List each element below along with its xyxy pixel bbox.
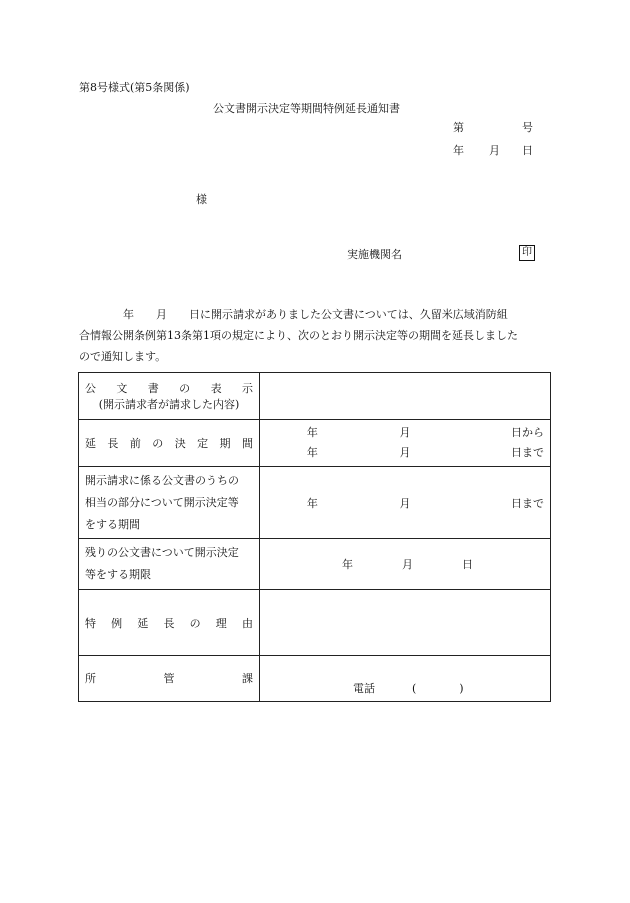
body-line: ので通知します。 xyxy=(79,350,167,363)
document-display-label xyxy=(79,373,260,420)
label-char: 特 xyxy=(85,616,96,630)
partial-period-value[interactable]: 年 月 日まで xyxy=(260,467,551,539)
label-char: 決 xyxy=(174,437,186,450)
label-char: 前 xyxy=(129,437,141,450)
document-title: 公文書開示決定等期間特例延長通知書 xyxy=(213,102,400,115)
seal-mark: 印 xyxy=(519,245,535,261)
original-period-label xyxy=(79,420,260,467)
table-row xyxy=(79,656,551,702)
phone-line xyxy=(266,680,544,696)
original-period-value[interactable] xyxy=(260,420,551,467)
addressee-suffix: 様 xyxy=(196,193,207,206)
label-char: 書 xyxy=(147,382,159,395)
form-number: 第8号様式(第5条関係) xyxy=(79,81,190,94)
label-char: 由 xyxy=(241,616,253,630)
table-row xyxy=(79,420,551,467)
extension-reason-value[interactable] xyxy=(260,590,551,656)
department-label xyxy=(79,656,260,702)
label-char: の xyxy=(152,437,164,450)
partial-period-label: 開示請求に係る公文書のうちの 相当の部分について開示決定等 をする期間 xyxy=(79,467,260,539)
document-display-sublabel: (開示請求者が請求した内容) xyxy=(98,398,240,411)
table-row xyxy=(79,590,551,656)
extension-reason-label xyxy=(79,590,260,656)
phone-paren-open: ( xyxy=(412,682,417,695)
phone-paren-close: ) xyxy=(459,682,464,695)
issuer-label: 実施機関名 xyxy=(347,248,402,261)
label-char: 延 xyxy=(137,616,149,630)
phone-label: 電話 xyxy=(353,682,375,695)
label-char: 間 xyxy=(241,437,253,450)
body-paragraph xyxy=(79,304,549,367)
number-prefix: 第 xyxy=(453,121,464,134)
label-char: 長 xyxy=(107,437,119,450)
date-day-label: 日 xyxy=(522,144,533,157)
remaining-deadline-value[interactable]: 年 月 日 xyxy=(260,539,551,590)
label-char: 期 xyxy=(219,437,231,450)
label-char: 例 xyxy=(111,616,123,630)
label-char: の xyxy=(179,382,191,395)
body-line: 合情報公開条例第13条第1項の規定により、次のとおり開示決定等の期間を延長しました xyxy=(79,329,518,342)
period-from-line: 年 月 日から xyxy=(306,426,544,439)
document-display-value[interactable] xyxy=(260,373,551,420)
extension-form-table xyxy=(78,372,551,702)
document-display-heading xyxy=(85,380,253,396)
label-char: 延 xyxy=(85,437,96,450)
body-line: 年 月 日に開示請求がありました公文書については、久留米広域消防組 xyxy=(79,308,508,321)
number-suffix: 号 xyxy=(522,121,533,134)
label-char: 文 xyxy=(116,382,128,395)
period-to-line: 年 月 日まで xyxy=(306,446,544,459)
label-char: 長 xyxy=(163,616,175,630)
table-row xyxy=(79,467,551,539)
label-char: 公 xyxy=(85,382,96,395)
department-value[interactable] xyxy=(260,656,551,702)
label-char: 示 xyxy=(241,382,253,395)
label-char: 課 xyxy=(242,672,253,685)
label-char: の xyxy=(189,616,201,630)
label-char: 管 xyxy=(163,672,175,685)
table-row xyxy=(79,373,551,420)
label-char: 理 xyxy=(215,616,227,630)
label-char: 所 xyxy=(85,672,96,685)
remaining-deadline-label: 残りの公文書について開示決定 等をする期限 xyxy=(79,539,260,590)
date-year-label: 年 xyxy=(453,144,464,157)
table-row xyxy=(79,539,551,590)
label-char: 定 xyxy=(197,437,209,450)
label-char: 表 xyxy=(210,382,222,395)
date-month-label: 月 xyxy=(489,144,500,157)
